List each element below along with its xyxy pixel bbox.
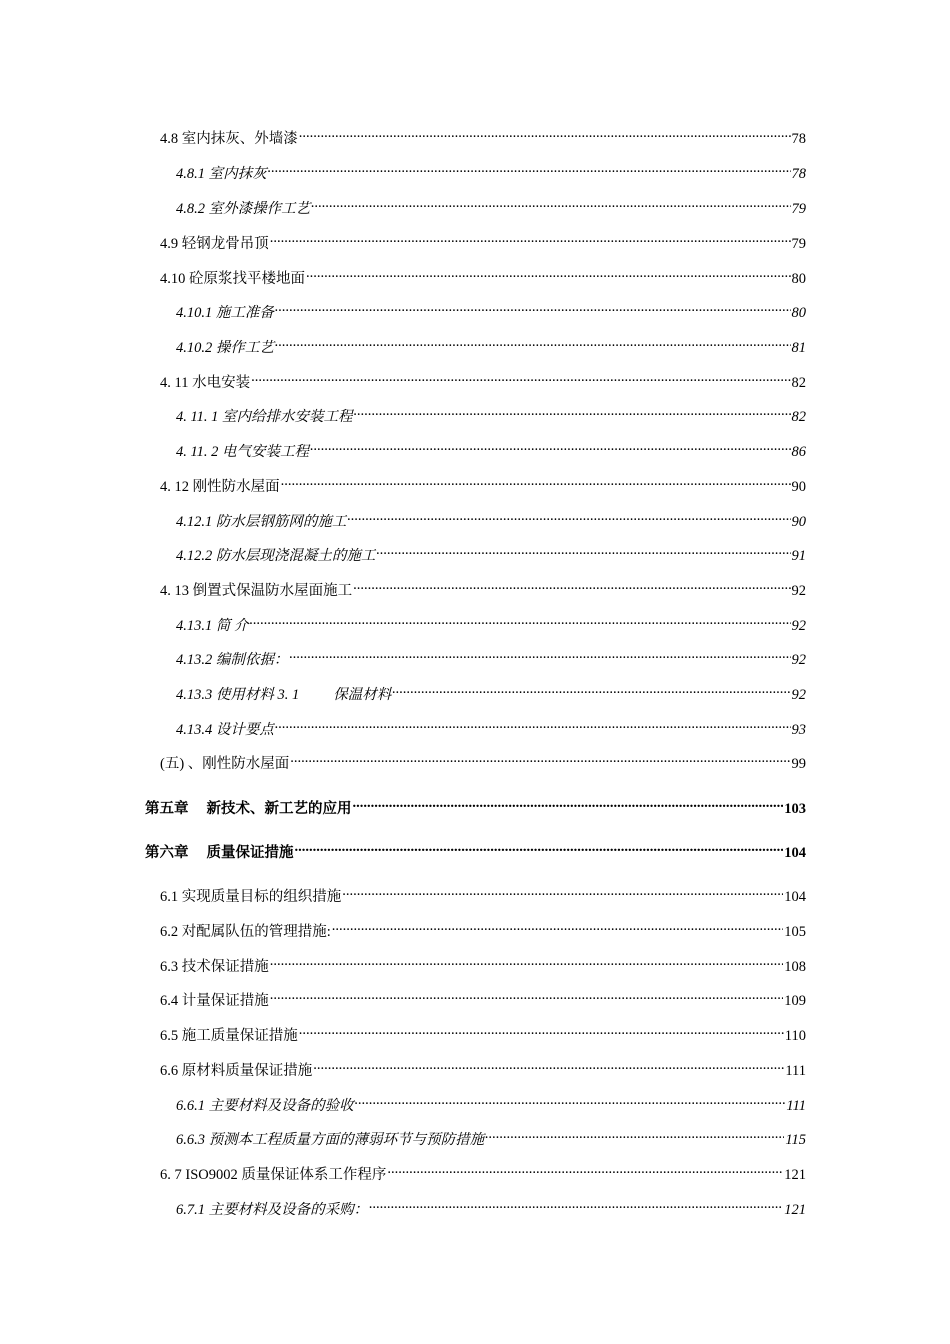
toc-entry-page: 79 [791, 236, 806, 252]
toc-entry-label: 4. 11. 2 电气安装工程 [176, 444, 310, 460]
dot-leader [270, 228, 791, 248]
toc-entry-label: 4.10.1 施工准备 [176, 305, 274, 321]
toc-entry[interactable] [176, 714, 806, 740]
dot-leader [299, 1020, 784, 1040]
dot-leader [387, 1159, 783, 1179]
dot-leader [353, 575, 790, 595]
toc-entry-label: 6.1 实现质量目标的组织措施 [160, 889, 342, 905]
toc-entry-label: 6.6.3 预测本工程质量方面的薄弱环节与预防措施 [176, 1132, 485, 1148]
dot-leader [275, 714, 791, 734]
toc-entry-page: 108 [784, 959, 806, 975]
dot-leader [268, 158, 791, 178]
toc-entry-page: 121 [784, 1167, 806, 1183]
toc-entry[interactable] [176, 193, 806, 219]
toc-chapter-entry[interactable] [145, 837, 806, 863]
toc-entry-page: 99 [791, 756, 806, 772]
toc-entry-label-part: 4.13.3 使用材料 3. 1 [176, 687, 300, 703]
dot-leader [289, 644, 790, 664]
toc-entry-page: 104 [784, 845, 806, 861]
chapter-title: 新技术、新工艺的应用 [206, 801, 352, 817]
toc-entry[interactable] [160, 228, 806, 254]
toc-entry-label: 6. 7 ISO9002 质量保证体系工作程序 [160, 1167, 387, 1183]
dot-leader [270, 951, 784, 971]
toc-entry[interactable] [160, 263, 806, 289]
toc-entry-label: 6.6 原材料质量保证措施 [160, 1063, 313, 1079]
toc-entry-label: 4.13.2 编制依据： [176, 652, 289, 668]
toc-entry-page: 78 [791, 166, 806, 182]
toc-entry-label: 4. 13 倒置式保温防水屋面施工 [160, 583, 353, 599]
dot-leader [310, 436, 790, 456]
chapter-number: 第五章 [145, 801, 189, 817]
toc-entry-page: 104 [784, 889, 806, 905]
toc-entry-page: 79 [791, 201, 806, 217]
dot-leader [290, 748, 790, 768]
toc-entry[interactable] [160, 123, 806, 149]
toc-entry-page: 105 [784, 924, 806, 940]
toc-entry[interactable] [176, 297, 806, 323]
toc-entry-label: 4.13.4 设计要点 [176, 722, 274, 738]
toc-entry[interactable] [176, 332, 806, 358]
dot-leader [313, 1055, 784, 1075]
chapter-number: 第六章 [145, 845, 189, 861]
toc-entry-label: (五) 、刚性防水屋面 [160, 756, 290, 772]
toc-entry-label: 4.8.2 室外漆操作工艺 [176, 201, 311, 217]
dot-leader [355, 1090, 786, 1110]
dot-leader [354, 401, 791, 421]
toc-entry-page: 92 [791, 583, 806, 599]
toc-entry[interactable] [160, 1159, 806, 1185]
toc-entry-page: 92 [791, 652, 806, 668]
toc-entry[interactable] [160, 916, 806, 942]
toc-entry[interactable] [176, 506, 806, 532]
toc-entry-page: 109 [784, 993, 806, 1009]
toc-entry-page: 93 [791, 722, 806, 738]
toc-entry[interactable] [176, 1090, 806, 1116]
toc-entry-page: 111 [786, 1098, 806, 1114]
toc-entry-page: 78 [791, 131, 806, 147]
toc-entry-label: 6.4 计量保证措施 [160, 993, 269, 1009]
toc-entry-label: 4. 12 刚性防水屋面 [160, 479, 280, 495]
toc-entry-page: 91 [791, 548, 806, 564]
toc-entry-page: 110 [784, 1028, 806, 1044]
toc-entry[interactable] [176, 1124, 806, 1150]
toc-entry-label: 6.6.1 主要材料及设备的验收 [176, 1098, 354, 1114]
dot-leader [295, 837, 784, 857]
toc-entry-label: 6.7.1 主要材料及设备的采购： [176, 1202, 369, 1218]
toc-entry-label: 4.9 轻钢龙骨吊顶 [160, 236, 269, 252]
toc-entry[interactable] [160, 985, 806, 1011]
toc-entry-label: 6.3 技术保证措施 [160, 959, 269, 975]
toc-entry[interactable] [176, 540, 806, 566]
toc-entry-label: 4.10.2 操作工艺 [176, 340, 274, 356]
dot-leader [281, 471, 791, 491]
dot-leader [311, 193, 790, 213]
toc-entry-label: 4.12.1 防水层钢筋网的施工 [176, 514, 347, 530]
toc-entry-page: 92 [791, 618, 806, 634]
toc-entry-label [176, 685, 391, 705]
toc-entry-label: 4.8.1 室内抹灰 [176, 166, 267, 182]
dot-leader [485, 1124, 784, 1144]
dot-leader [306, 263, 791, 283]
toc-entry-label: 6.2 对配属队伍的管理措施: [160, 924, 331, 940]
dot-leader [270, 985, 784, 1005]
toc-entry-page: 82 [791, 409, 806, 425]
toc-entry-page: 92 [791, 687, 806, 703]
toc-entry[interactable] [176, 610, 806, 636]
toc-entry-page: 103 [784, 801, 806, 817]
toc-entry-page: 90 [791, 514, 806, 530]
dot-leader [392, 679, 790, 699]
toc-entry-page: 81 [791, 340, 806, 356]
toc-entry[interactable] [176, 1194, 806, 1220]
dot-leader [369, 1194, 783, 1214]
dot-leader [299, 123, 791, 143]
toc-entry-page: 80 [791, 305, 806, 321]
toc-chapter-entry[interactable] [145, 793, 806, 819]
toc-entry-page: 121 [784, 1202, 806, 1218]
toc-entry-page: 115 [785, 1132, 806, 1148]
dot-leader [353, 793, 784, 813]
toc-entry-label: 4.8 室内抹灰、外墙漆 [160, 131, 298, 147]
dot-leader [347, 506, 790, 526]
toc-entry-page: 80 [791, 271, 806, 287]
toc-entry[interactable] [176, 158, 806, 184]
toc-entry[interactable] [160, 748, 806, 774]
toc-entry[interactable] [160, 881, 806, 907]
toc-entry-label: 6.5 施工质量保证措施 [160, 1028, 298, 1044]
toc-entry[interactable] [160, 1055, 806, 1081]
toc-entry-label [145, 843, 294, 863]
toc-entry-page: 111 [785, 1063, 806, 1079]
dot-leader [275, 297, 791, 317]
toc-entry[interactable] [176, 436, 806, 462]
toc-entry-page: 82 [791, 375, 806, 391]
toc-entry-page: 90 [791, 479, 806, 495]
toc-entry[interactable] [160, 471, 806, 497]
toc-entry[interactable] [160, 575, 806, 601]
toc-entry-label [145, 799, 352, 819]
toc-entry[interactable] [176, 401, 806, 427]
toc-entry[interactable] [176, 679, 806, 705]
dot-leader [376, 540, 790, 560]
toc-entry-label: 4.10 砼原浆找平楼地面 [160, 271, 305, 287]
toc-entry[interactable] [160, 367, 806, 393]
toc-entry[interactable] [176, 644, 806, 670]
toc-entry[interactable] [160, 951, 806, 977]
dot-leader [250, 610, 791, 630]
toc-entry-label: 4.13.1 简 介 [176, 618, 249, 634]
toc-entry[interactable] [160, 1020, 806, 1046]
dot-leader [251, 367, 790, 387]
chapter-title: 质量保证措施 [206, 845, 294, 861]
dot-leader [332, 916, 783, 936]
toc-entry-label: 4.12.2 防水层现浇混凝土的施工 [176, 548, 376, 564]
toc-entry-label: 4. 11 水电安装 [160, 375, 251, 391]
toc-entry-label-part: 保温材料 [333, 687, 392, 703]
dot-leader [342, 881, 783, 901]
toc-entry-label: 4. 11. 1 室内给排水安装工程 [176, 409, 353, 425]
toc-entry-page: 86 [791, 444, 806, 460]
dot-leader [275, 332, 791, 352]
